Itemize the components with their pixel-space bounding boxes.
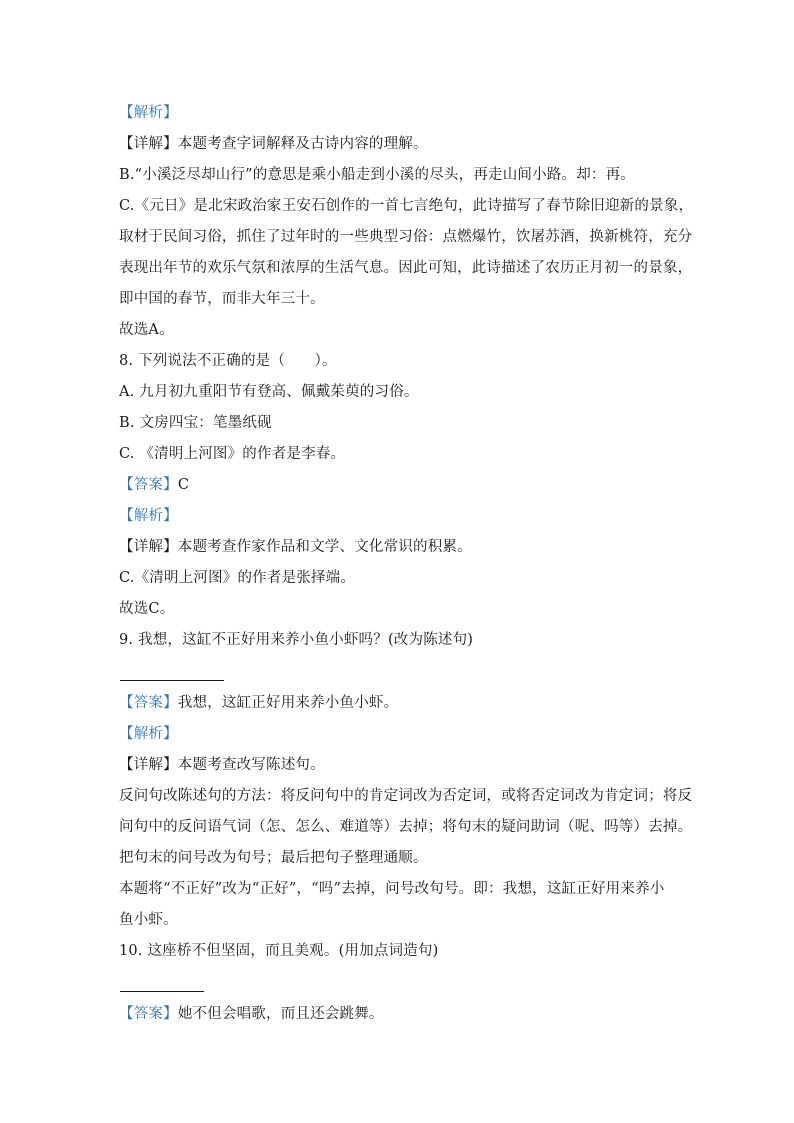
conclusion-line: 故选A。: [119, 322, 174, 338]
option-b: B. 文房四宝：笔墨纸砚: [119, 415, 272, 431]
answer-blank-10: [120, 991, 204, 992]
conclusion-line: 故选C。: [119, 601, 175, 617]
text-line: C.《清明上河图》的作者是张择端。: [119, 570, 356, 586]
option-a: A. 九月初九重阳节有登高、佩戴茱萸的习俗。: [119, 384, 419, 400]
analysis-heading: 【解析】: [119, 508, 178, 524]
option-c: C. 《清明上河图》的作者是李春。: [119, 446, 346, 462]
text-line: 鱼小虾。: [119, 912, 178, 928]
text-line: B.“小溪泛尽却山行”的意思是乘小船走到小溪的尽头，再走山间小路。却：再。: [119, 167, 635, 183]
text-line: C.《元日》是北宋政治家王安石创作的一首七言绝句，此诗描写了春节除旧迎新的景象，: [119, 198, 694, 214]
analysis-heading: 【解析】: [119, 105, 178, 121]
question-9: 9. 我想，这缸不正好用来养小鱼小虾吗？(改为陈述句): [119, 632, 474, 648]
text-line: 本题将“不正好”改为“正好”，“吗”去掉，问号改句号。即：我想，这缸正好用来养小: [119, 881, 665, 897]
text-line: 问句中的反问语气词（怎、怎么、难道等）去掉；将句末的疑问助词（呢、吗等）去掉。: [119, 819, 693, 835]
detail-line: 【详解】本题考查作家作品和文学、文化常识的积累。: [119, 539, 472, 555]
text-line: 把句末的问号改为句号；最后把句子整理通顺。: [119, 850, 428, 866]
text-line: 表现出年节的欢乐气氛和浓厚的生活气息。因此可知，此诗描述了农历正月初一的景象，: [119, 260, 693, 276]
text-line: 反问句改陈述句的方法：将反问句中的肯定词改为否定词，或将否定词改为肯定词；将反: [119, 788, 693, 804]
text-line: 取材于民间习俗，抓住了过年时的一些典型习俗：点燃爆竹，饮屠苏酒，换新桃符，充分: [119, 229, 693, 245]
answer-line: 【答案】她不但会唱歌，而且还会跳舞。: [119, 1006, 384, 1022]
answer-line: 【答案】我想，这缸正好用来养小鱼小虾。: [119, 695, 399, 711]
text-line: 即中国的春节，而非大年三十。: [119, 291, 325, 307]
detail-line: 【详解】本题考查改写陈述句。: [119, 757, 325, 773]
detail-line: 【详解】本题考查字词解释及古诗内容的理解。: [119, 136, 428, 152]
question-8: 8. 下列说法不正确的是（ ）。: [119, 353, 337, 369]
answer-blank-9: [120, 680, 224, 681]
answer-line: 【答案】C: [119, 477, 190, 493]
question-10: 10. 这座桥不但坚固，而且美观。(用加点词造句): [119, 943, 439, 959]
analysis-heading: 【解析】: [119, 726, 178, 742]
